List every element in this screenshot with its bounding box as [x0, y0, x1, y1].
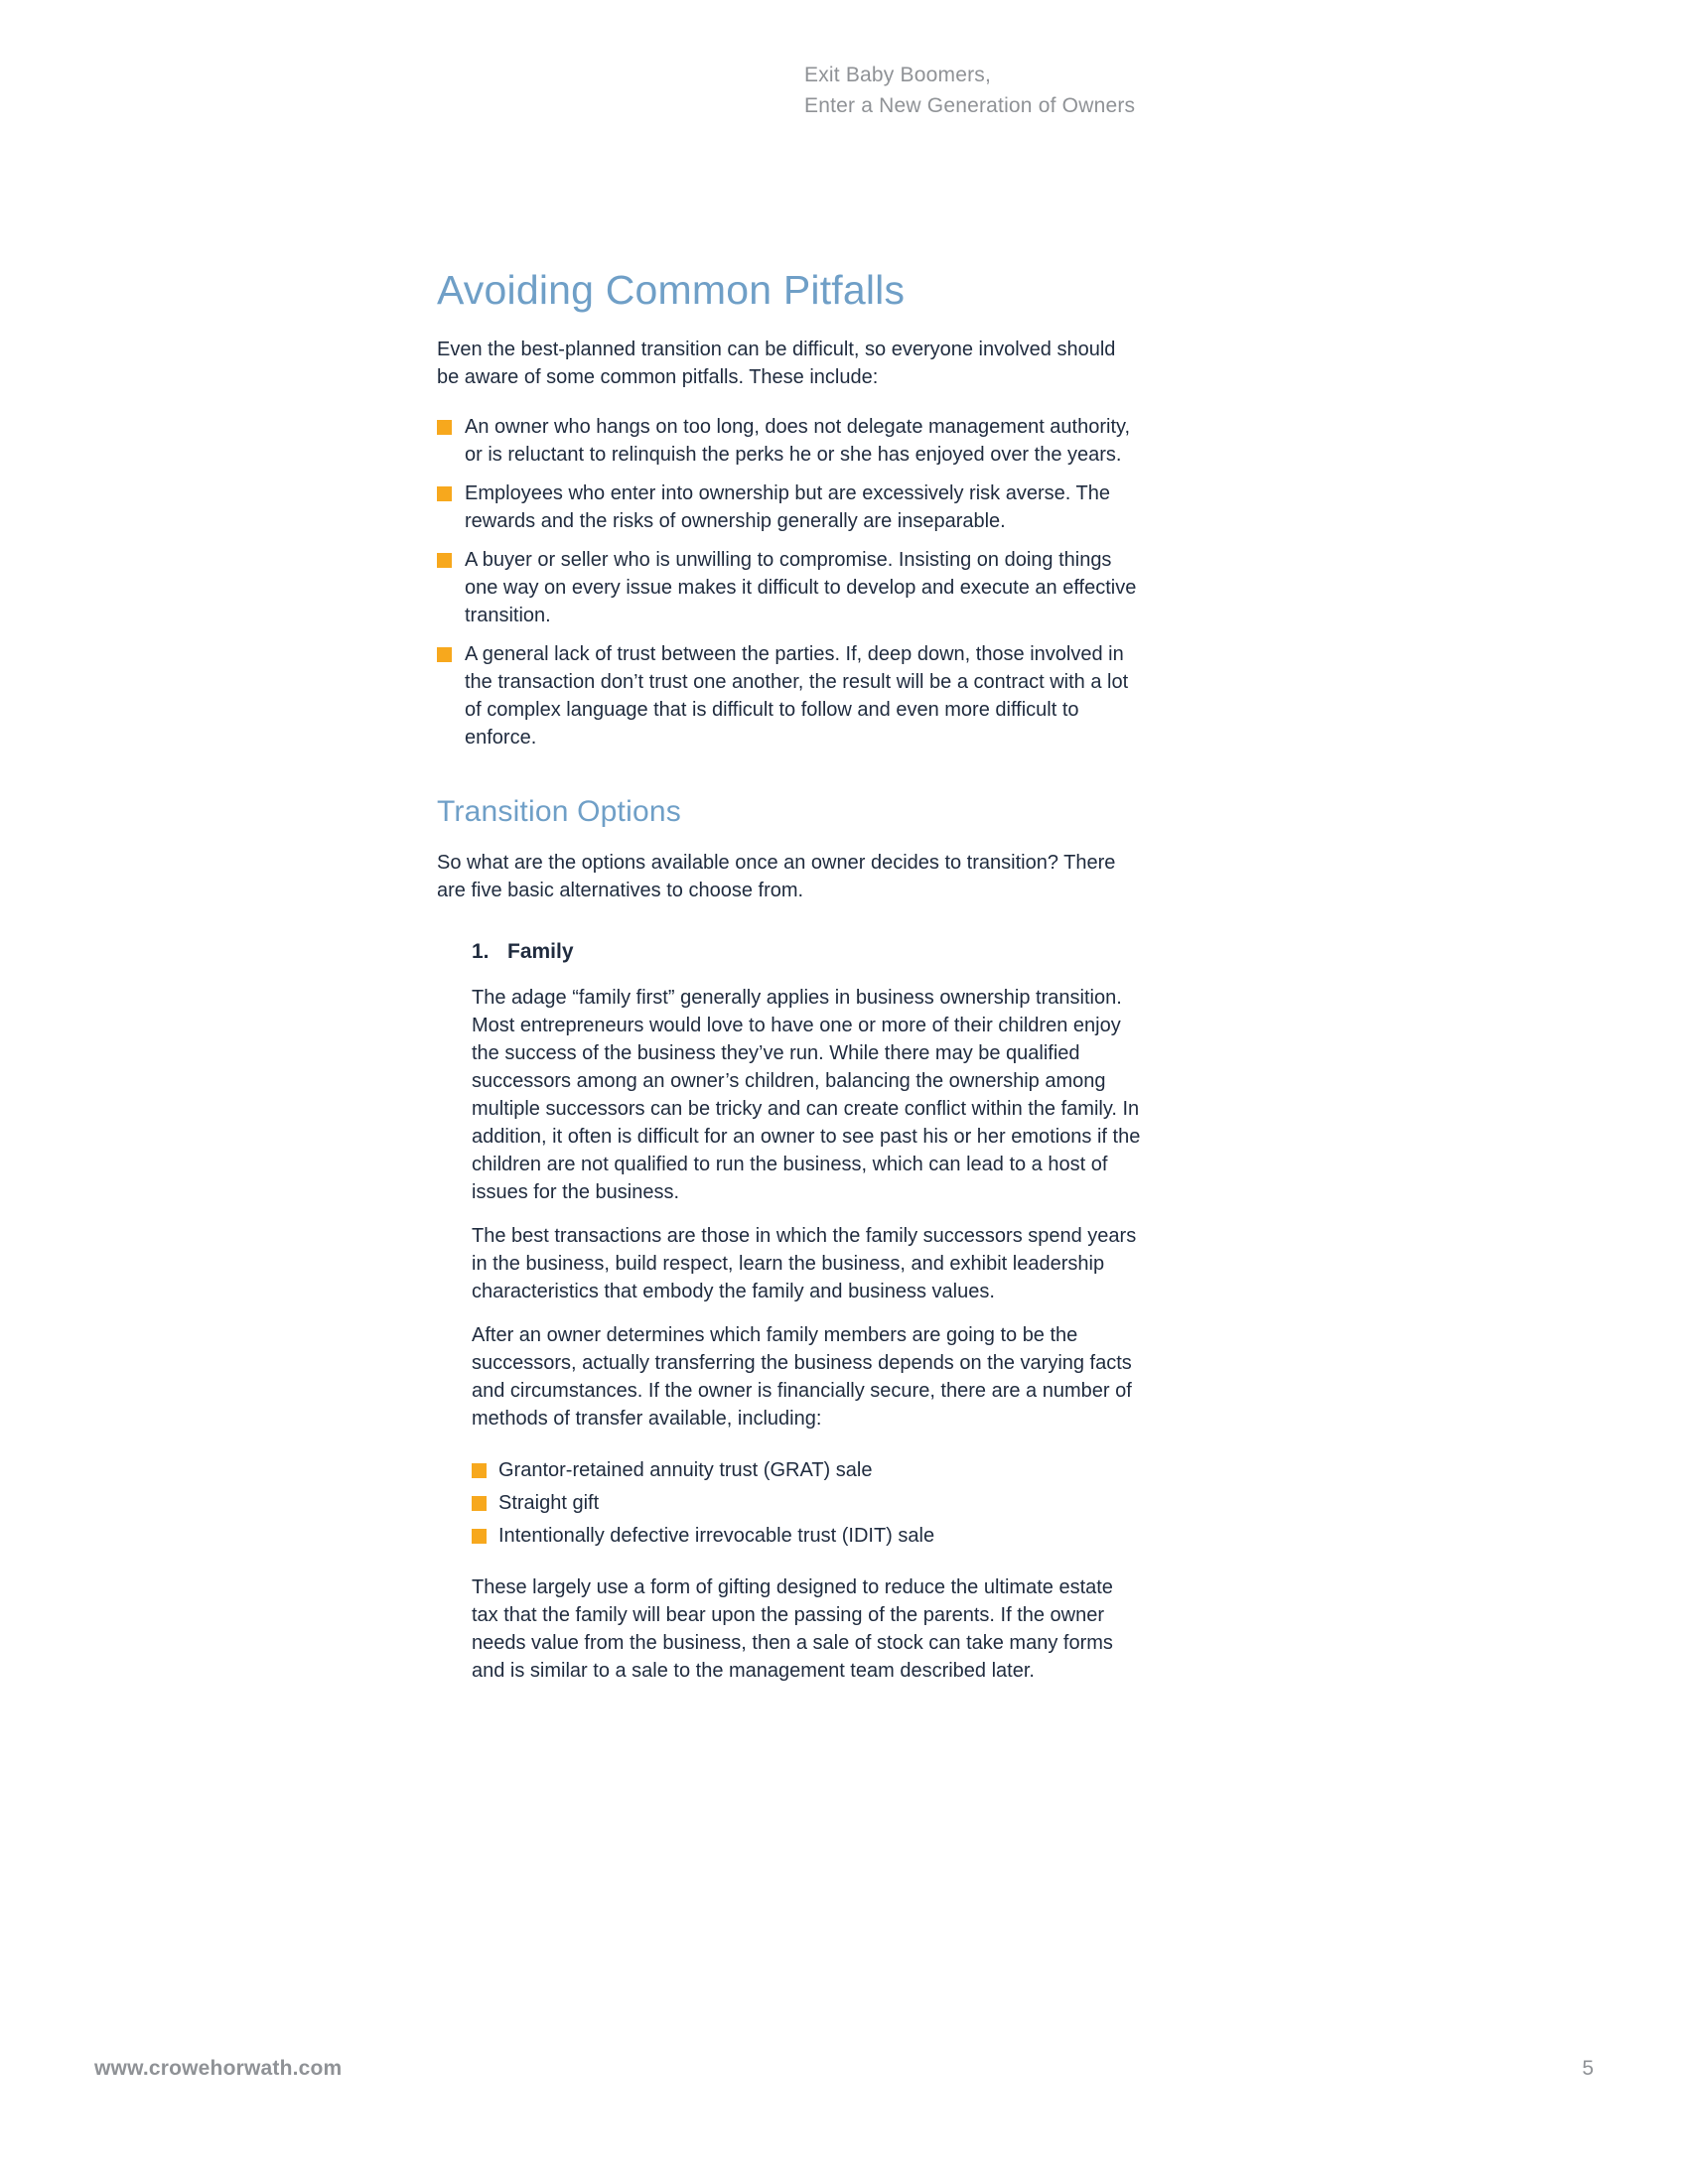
family-paragraph: After an owner determines which family members are going to be the successors, actually transferring the business depends on the varying facts and circumstances. If the owner is financially secure, there are a number of methods of transfer available, including: — [472, 1324, 1132, 1430]
list-item-text: Intentionally defective irrevocable trust (IDIT) sale — [498, 1525, 935, 1547]
footer-website-url: www.crowehorwath.com — [94, 2057, 343, 2080]
list-item — [437, 546, 1142, 629]
family-closing-paragraph: These largely use a form of gifting designed to reduce the ultimate estate tax that the family will bear upon the passing of the parents. If the owner needs value from the business, then a sale of stock can take many forms and is similar to a sale to the management team described later. — [472, 1576, 1113, 1682]
family-paragraph: The adage “family first” generally applies in business ownership transition. Most entrepreneurs would love to have one or more of their children enjoy the success of the business they’ve run. While there may be qualified successors among an owner’s children, balancing the ownership among multiple successors can be tricky and can create conflict within the family. In addition, it often is difficult for an owner to see past his or her emotions if the children are not qualified to run the business, which can lead to a host of issues for the business. — [472, 987, 1141, 1203]
running-header-line1: Exit Baby Boomers, — [804, 64, 992, 86]
square-bullet-icon — [437, 486, 452, 501]
page-footer — [94, 2057, 1594, 2081]
running-header — [804, 60, 1135, 121]
intro-paragraph: Even the best-planned transition can be difficult, so everyone involved should be aware of some common pitfalls. These include: — [437, 339, 1116, 388]
section-intro-paragraph: So what are the options available once an owner decides to transition? There are five basic alternatives to choose from. — [437, 852, 1116, 901]
square-bullet-icon — [472, 1463, 487, 1478]
section-title-transition-options: Transition Options — [437, 795, 681, 828]
square-bullet-icon — [472, 1496, 487, 1511]
page-number: 5 — [1582, 2057, 1594, 2080]
square-bullet-icon — [437, 553, 452, 568]
page-title: Avoiding Common Pitfalls — [437, 267, 906, 313]
main-content — [437, 266, 1142, 1701]
list-item-text: Employees who enter into ownership but are excessively risk averse. The rewards and the risks of ownership generally are inseparable. — [465, 482, 1110, 532]
list-item-text: Straight gift — [498, 1492, 600, 1514]
square-bullet-icon — [437, 420, 452, 435]
list-item-text: A buyer or seller who is unwilling to compromise. Insisting on doing things one way on every issue makes it difficult to develop and execute an effective transition. — [465, 549, 1137, 626]
square-bullet-icon — [472, 1529, 487, 1544]
list-item — [472, 1522, 1142, 1550]
transfer-options-list — [472, 1456, 1142, 1550]
list-item-text: An owner who hangs on too long, does not delegate management authority, or is reluctant to relinquish the perks he or she has enjoyed over the years. — [465, 416, 1131, 466]
subsection-number: 1. — [472, 940, 490, 963]
list-item — [472, 1456, 1142, 1484]
list-item — [437, 479, 1142, 535]
subsection-family — [472, 938, 1142, 1685]
list-item-text: Grantor-retained annuity trust (GRAT) sale — [498, 1459, 873, 1481]
list-item-text: A general lack of trust between the parties. If, deep down, those involved in the transaction don’t trust one another, the result will be a contract with a lot of complex language that is difficult to follow and even more difficult to enforce. — [465, 643, 1129, 749]
list-item — [472, 1489, 1142, 1517]
list-item — [437, 640, 1142, 751]
family-paragraph: The best transactions are those in which the family successors spend years in the business, build respect, learn the business, and exhibit leadership characteristics that embody the family and business values. — [472, 1225, 1137, 1302]
list-item — [437, 413, 1142, 469]
pitfalls-list — [437, 413, 1142, 751]
subsection-title: Family — [507, 940, 574, 963]
subsection-heading — [472, 938, 1142, 966]
running-header-line2: Enter a New Generation of Owners — [804, 94, 1136, 117]
square-bullet-icon — [437, 647, 452, 662]
